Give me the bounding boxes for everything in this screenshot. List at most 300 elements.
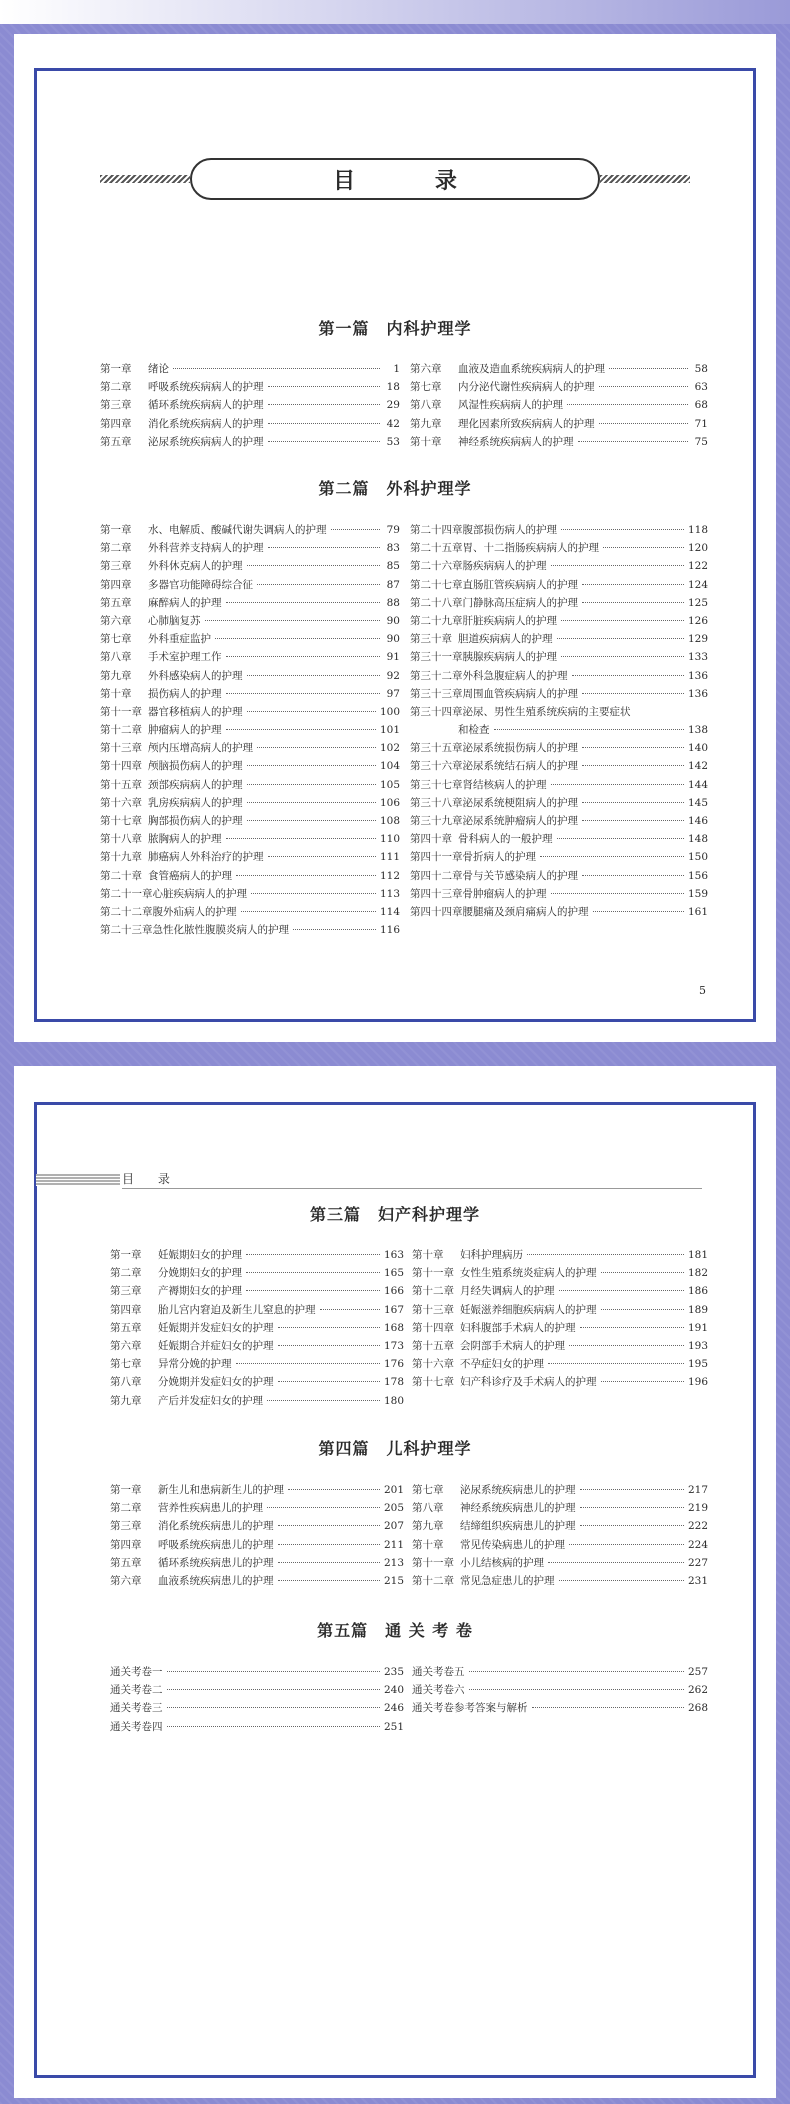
chapter-page-number: 217 — [687, 1484, 708, 1496]
dot-leader — [569, 1345, 684, 1346]
dot-leader — [257, 747, 376, 748]
chapter-number: 第七章 — [100, 633, 132, 646]
dot-leader — [278, 1327, 380, 1328]
toc-entry[interactable] — [410, 849, 708, 867]
dot-leader — [268, 441, 381, 442]
toc-entry[interactable] — [410, 704, 708, 722]
dot-leader — [247, 802, 376, 803]
chapter-title: 乳房疾病病人的护理 — [148, 796, 243, 809]
chapter-page-number: 207 — [383, 1520, 404, 1533]
title-hatch-right — [600, 175, 690, 183]
dot-leader — [559, 1580, 684, 1581]
chapter-page-number: 193 — [687, 1339, 708, 1352]
dot-leader — [532, 1707, 684, 1708]
chapter-page-number: 166 — [383, 1285, 404, 1298]
chapter-page-number: 63 — [694, 381, 708, 394]
toc-entry[interactable] — [412, 1700, 708, 1718]
chapter-page-number: 146 — [687, 815, 708, 827]
dot-leader — [551, 893, 684, 894]
chapter-page-number: 235 — [383, 1666, 404, 1678]
dot-leader — [226, 838, 376, 839]
chapter-title: 手术室护理工作 — [148, 651, 222, 664]
dot-leader — [582, 765, 684, 766]
toc-entry[interactable] — [412, 1482, 708, 1500]
toc-entry[interactable] — [412, 1518, 708, 1536]
toc-column — [412, 1664, 708, 1719]
dot-leader — [551, 565, 684, 566]
chapter-page-number: 163 — [383, 1249, 404, 1261]
chapter-page-number: 195 — [687, 1358, 708, 1371]
chapter-title: 骨与关节感染病人的护理 — [462, 869, 578, 882]
chapter-title: 小儿结核病的护理 — [460, 1556, 544, 1569]
toc-entry[interactable] — [100, 540, 400, 558]
toc-entry[interactable] — [110, 1265, 404, 1283]
toc-entry[interactable] — [100, 577, 400, 595]
chapter-number: 第二十五章 — [410, 542, 463, 555]
dot-leader — [580, 1489, 684, 1490]
chapter-number: 第八章 — [100, 651, 132, 664]
chapter-page-number: 227 — [687, 1556, 708, 1569]
dot-leader — [582, 693, 684, 694]
chapter-number: 第三十六章 — [410, 760, 463, 773]
chapter-page-number: 112 — [379, 869, 400, 882]
chapter-title: 营养性疾病患儿的护理 — [158, 1502, 263, 1515]
dot-leader — [246, 1254, 380, 1255]
chapter-number: 第十章 — [412, 1249, 444, 1261]
chapter-number: 第二章 — [100, 542, 132, 555]
chapter-title: 心肺脑复苏 — [148, 614, 201, 627]
chapter-number: 第三十一章 — [410, 651, 463, 664]
dot-leader — [593, 911, 684, 912]
part-title: 第四篇 儿科护理学 — [318, 1439, 472, 1458]
toc-entry[interactable] — [110, 1500, 404, 1518]
toc-entry[interactable] — [410, 904, 708, 922]
dot-leader — [268, 386, 381, 387]
part-title: 第一篇 内科护理学 — [318, 319, 472, 338]
dot-leader — [241, 911, 376, 912]
chapter-number: 第七章 — [110, 1358, 142, 1371]
toc-entry[interactable] — [110, 1482, 404, 1500]
chapter-page-number: 136 — [687, 687, 708, 700]
toc-entry[interactable] — [100, 777, 400, 795]
chapter-page-number: 268 — [687, 1702, 708, 1715]
toc-entry[interactable] — [410, 795, 708, 813]
chapter-page-number: 176 — [383, 1358, 404, 1371]
chapter-number: 第九章 — [412, 1520, 444, 1533]
chapter-title: 直肠肛管疾病病人的护理 — [462, 578, 578, 591]
chapter-page-number: 91 — [386, 651, 400, 664]
toc-entry[interactable] — [110, 1682, 404, 1700]
toc-entry[interactable] — [410, 813, 708, 831]
chapter-number: 第十章 — [412, 1538, 444, 1551]
chapter-page-number: 126 — [687, 614, 708, 627]
dot-leader — [601, 1309, 684, 1310]
top-banner-strip — [0, 0, 790, 24]
toc-entry[interactable] — [100, 522, 400, 540]
dot-leader — [247, 784, 376, 785]
chapter-page-number: 140 — [687, 742, 708, 755]
chapter-number: 第四十章 — [410, 833, 452, 846]
toc-entry[interactable] — [412, 1338, 708, 1356]
toc-entry[interactable] — [410, 434, 708, 452]
dot-leader — [226, 602, 381, 603]
chapter-page-number: 114 — [379, 905, 400, 918]
toc-entry[interactable] — [110, 1302, 404, 1320]
chapter-page-number: 165 — [383, 1267, 404, 1280]
dot-leader — [278, 1580, 380, 1581]
dot-leader — [278, 1525, 380, 1526]
dot-leader — [278, 1562, 380, 1563]
chapter-title: 心脏疾病病人的护理 — [152, 887, 247, 900]
toc-entry[interactable] — [412, 1356, 708, 1374]
toc-entry[interactable] — [412, 1265, 708, 1283]
dot-leader — [582, 584, 684, 585]
chapter-title: 骨科病人的一般护理 — [458, 833, 553, 846]
chapter-page-number: 196 — [687, 1376, 708, 1389]
toc-entry[interactable] — [110, 1338, 404, 1356]
dot-leader — [582, 802, 684, 803]
dot-leader — [582, 602, 684, 603]
chapter-number: 第十四章 — [100, 760, 142, 773]
toc-entry[interactable] — [100, 434, 400, 452]
chapter-number: 第二十八章 — [410, 596, 463, 609]
chapter-title: 会阴部手术病人的护理 — [460, 1339, 565, 1352]
chapter-page-number: 144 — [687, 778, 708, 791]
toc-entry[interactable] — [100, 813, 400, 831]
dot-leader — [268, 423, 381, 424]
chapter-number: 第四章 — [110, 1538, 142, 1551]
toc-entry[interactable] — [412, 1283, 708, 1301]
dot-leader — [173, 368, 380, 369]
chapter-number: 第二章 — [110, 1502, 142, 1515]
chapter-title: 通关考卷六 — [412, 1684, 465, 1697]
toc-entry[interactable] — [410, 361, 708, 379]
dot-leader — [167, 1671, 380, 1672]
chapter-page-number: 168 — [383, 1321, 404, 1334]
page-number: 5 — [699, 984, 706, 997]
toc-entry[interactable] — [100, 668, 400, 686]
chapter-title: 绪论 — [148, 363, 169, 375]
chapter-page-number: 120 — [687, 542, 708, 555]
dot-leader — [246, 1272, 380, 1273]
toc-entry[interactable] — [110, 1320, 404, 1338]
chapter-title: 妇产科诊疗及手术病人的护理 — [460, 1376, 597, 1389]
dot-leader — [580, 1507, 684, 1508]
chapter-page-number: 124 — [687, 578, 708, 591]
dot-leader — [469, 1671, 684, 1672]
toc-entry[interactable] — [410, 758, 708, 776]
dot-leader — [601, 1272, 684, 1273]
chapter-number: 第二十二章 — [100, 905, 153, 918]
chapter-number: 第四十四章 — [410, 905, 463, 918]
chapter-number: 第四章 — [110, 1303, 142, 1316]
toc-entry[interactable] — [100, 397, 400, 415]
chapter-number: 第十章 — [410, 435, 442, 448]
toc-entry[interactable] — [100, 758, 400, 776]
toc-entry[interactable] — [110, 1247, 404, 1265]
chapter-title: 腹部损伤病人的护理 — [462, 524, 557, 536]
chapter-number: 第三章 — [100, 560, 132, 573]
toc-entry[interactable] — [412, 1664, 708, 1682]
chapter-title: 和检查 — [458, 724, 490, 737]
dot-leader — [267, 1400, 380, 1401]
chapter-title: 血液及造血系统疾病病人的护理 — [458, 363, 605, 375]
dot-leader — [320, 1309, 380, 1310]
chapter-number: 第三十章 — [410, 633, 452, 646]
chapter-number: 第九章 — [410, 417, 442, 430]
chapter-title: 内分泌代谢性疾病病人的护理 — [458, 381, 595, 394]
chapter-title: 腰腿痛及颈肩痛病人的护理 — [462, 905, 589, 918]
chapter-title: 通关考卷五 — [412, 1666, 465, 1678]
toc-entry[interactable] — [100, 649, 400, 667]
toc-entry[interactable] — [110, 1374, 404, 1392]
dot-leader — [251, 893, 376, 894]
toc-entry[interactable] — [410, 416, 708, 434]
chapter-title: 肺癌病人外科治疗的护理 — [148, 851, 264, 864]
toc-entry[interactable] — [410, 740, 708, 758]
toc-entry[interactable] — [410, 558, 708, 576]
toc-entry[interactable] — [110, 1356, 404, 1374]
toc-column — [410, 522, 708, 922]
chapter-page-number: 178 — [383, 1376, 404, 1389]
dot-leader — [167, 1707, 380, 1708]
toc-entry[interactable] — [100, 886, 400, 904]
dot-leader — [278, 1345, 380, 1346]
toc-entry[interactable] — [410, 686, 708, 704]
chapter-page-number: 189 — [687, 1303, 708, 1316]
chapter-page-number: 85 — [386, 560, 400, 573]
chapter-page-number: 92 — [386, 669, 400, 682]
toc-entry[interactable] — [412, 1247, 708, 1265]
toc-entry[interactable] — [412, 1302, 708, 1320]
chapter-number: 第十一章 — [100, 705, 142, 718]
chapter-title: 呼吸系统疾病病人的护理 — [148, 381, 264, 394]
toc-entry[interactable] — [100, 379, 400, 397]
toc-entry[interactable] — [100, 904, 400, 922]
toc-entry[interactable] — [110, 1664, 404, 1682]
chapter-title: 循环系统疾病病人的护理 — [148, 399, 264, 412]
chapter-page-number: 122 — [687, 560, 708, 573]
toc-entry[interactable] — [410, 540, 708, 558]
title-hatch-left — [100, 175, 190, 183]
toc-entry[interactable] — [412, 1320, 708, 1338]
dot-leader — [469, 1689, 684, 1690]
chapter-number: 第十一章 — [412, 1267, 454, 1280]
chapter-title: 消化系统疾病病人的护理 — [148, 417, 264, 430]
toc-entry[interactable] — [100, 416, 400, 434]
chapter-title: 异常分娩的护理 — [158, 1358, 232, 1371]
chapter-title: 通关考卷四 — [110, 1720, 163, 1733]
dot-leader — [548, 1562, 684, 1563]
chapter-number: 第十二章 — [412, 1574, 454, 1587]
chapter-title: 通关考卷一 — [110, 1666, 163, 1678]
toc-column — [100, 522, 400, 940]
toc-entry[interactable] — [100, 686, 400, 704]
dot-leader — [572, 675, 684, 676]
chapter-page-number: 71 — [694, 417, 708, 430]
toc-entry[interactable] — [410, 613, 708, 631]
toc-entry[interactable] — [110, 1393, 404, 1411]
dot-leader — [167, 1726, 380, 1727]
chapter-number: 第十三章 — [100, 742, 142, 755]
toc-entry[interactable] — [410, 522, 708, 540]
dot-leader — [494, 729, 684, 730]
chapter-title: 门静脉高压症病人的护理 — [462, 596, 578, 609]
toc-entry[interactable] — [410, 595, 708, 613]
toc-entry[interactable] — [100, 613, 400, 631]
toc-entry[interactable] — [410, 668, 708, 686]
toc-entry[interactable] — [100, 595, 400, 613]
chapter-title: 血液系统疾病患儿的护理 — [158, 1574, 274, 1587]
toc-entry[interactable] — [110, 1518, 404, 1536]
chapter-title: 通关考卷二 — [110, 1684, 163, 1697]
chapter-title: 妊娠期并发症妇女的护理 — [158, 1321, 274, 1334]
chapter-number: 第二十七章 — [410, 578, 463, 591]
chapter-page-number: 240 — [383, 1684, 404, 1697]
chapter-number: 第三章 — [100, 399, 132, 412]
dot-leader — [268, 404, 381, 405]
chapter-page-number: 224 — [687, 1538, 708, 1551]
chapter-title: 胃、十二指肠疾病病人的护理 — [462, 542, 599, 555]
toc-entry[interactable] — [110, 1573, 404, 1591]
dot-leader — [569, 1544, 684, 1545]
toc-entry[interactable] — [410, 722, 708, 740]
chapter-number: 第二十三章 — [100, 924, 153, 937]
chapter-page-number: 18 — [386, 381, 400, 394]
chapter-page-number: 97 — [386, 687, 400, 700]
dot-leader — [236, 1363, 380, 1364]
chapter-title: 妊娠期合并症妇女的护理 — [158, 1339, 274, 1352]
toc-entry[interactable] — [410, 831, 708, 849]
chapter-page-number: 129 — [687, 633, 708, 646]
toc-entry[interactable] — [410, 777, 708, 795]
dot-leader — [226, 656, 381, 657]
toc-entry[interactable] — [100, 868, 400, 886]
chapter-number: 第五章 — [110, 1321, 142, 1334]
chapter-page-number: 125 — [687, 596, 708, 609]
toc-entry[interactable] — [412, 1573, 708, 1591]
toc-entry[interactable] — [410, 868, 708, 886]
chapter-number: 第三章 — [110, 1285, 142, 1298]
toc-entry[interactable] — [410, 397, 708, 415]
toc-entry[interactable] — [100, 922, 400, 940]
chapter-number: 第十六章 — [412, 1358, 454, 1371]
chapter-page-number: 167 — [383, 1303, 404, 1316]
toc-page-2 — [14, 1066, 776, 2098]
chapter-page-number: 113 — [379, 887, 400, 900]
toc-entry[interactable] — [100, 740, 400, 758]
toc-entry[interactable] — [412, 1682, 708, 1700]
toc-entry[interactable] — [412, 1537, 708, 1555]
toc-entry[interactable] — [110, 1719, 404, 1737]
toc-entry[interactable] — [410, 886, 708, 904]
toc-entry[interactable] — [412, 1555, 708, 1573]
toc-entry[interactable] — [100, 722, 400, 740]
chapter-page-number: 257 — [687, 1666, 708, 1678]
chapter-title: 结缔组织疾病患儿的护理 — [460, 1520, 576, 1533]
chapter-page-number: 118 — [687, 524, 708, 536]
chapter-number: 第十一章 — [412, 1556, 454, 1569]
chapter-page-number: 219 — [687, 1502, 708, 1515]
chapter-number: 第十八章 — [100, 833, 142, 846]
chapter-page-number: 181 — [687, 1249, 708, 1261]
dot-leader — [582, 747, 684, 748]
chapter-number: 第五章 — [100, 596, 132, 609]
toc-column — [100, 361, 400, 452]
toc-entry[interactable] — [410, 577, 708, 595]
chapter-title: 泌尿系统疾病患儿的护理 — [460, 1484, 576, 1496]
chapter-title: 胆道疾病病人的护理 — [458, 633, 553, 646]
toc-entry[interactable] — [100, 361, 400, 379]
chapter-page-number: 100 — [379, 705, 400, 718]
dot-leader — [540, 856, 684, 857]
chapter-number: 第十六章 — [100, 796, 142, 809]
chapter-title: 颅内压增高病人的护理 — [148, 742, 253, 755]
chapter-number: 第四十一章 — [410, 851, 463, 864]
chapter-page-number: 29 — [386, 399, 400, 412]
chapter-title: 外科急腹症病人的护理 — [462, 669, 568, 682]
chapter-page-number: 1 — [393, 363, 400, 375]
toc-entry[interactable] — [100, 558, 400, 576]
chapter-number: 第六章 — [410, 363, 442, 375]
toc-entry[interactable] — [412, 1374, 708, 1392]
chapter-number: 第四章 — [100, 417, 132, 430]
toc-entry[interactable] — [110, 1555, 404, 1573]
chapter-number: 第十九章 — [100, 851, 142, 864]
toc-entry[interactable] — [110, 1283, 404, 1301]
dot-leader — [236, 875, 376, 876]
chapter-title: 妊娠期妇女的护理 — [158, 1249, 242, 1261]
chapter-page-number: 88 — [386, 596, 400, 609]
toc-entry[interactable] — [100, 795, 400, 813]
dot-leader — [609, 368, 688, 369]
chapter-title: 月经失调病人的护理 — [460, 1285, 555, 1298]
chapter-number: 第八章 — [410, 399, 442, 412]
chapter-title: 骨肿瘤病人的护理 — [462, 887, 547, 900]
chapter-page-number: 83 — [386, 542, 400, 555]
toc-entry[interactable] — [410, 379, 708, 397]
toc-entry[interactable] — [110, 1537, 404, 1555]
toc-entry[interactable] — [100, 704, 400, 722]
dot-leader — [267, 1507, 380, 1508]
toc-column — [110, 1247, 404, 1411]
chapter-number: 第十七章 — [100, 815, 142, 827]
toc-entry[interactable] — [100, 831, 400, 849]
chapter-number: 第三十五章 — [410, 742, 463, 755]
toc-entry[interactable] — [410, 649, 708, 667]
chapter-title: 急性化脓性腹膜炎病人的护理 — [152, 924, 289, 937]
chapter-number: 第七章 — [412, 1484, 444, 1496]
chapter-page-number: 53 — [386, 435, 400, 448]
chapter-page-number: 116 — [379, 924, 400, 937]
toc-entry[interactable] — [412, 1500, 708, 1518]
dot-leader — [582, 820, 684, 821]
chapter-number: 第三十四章 — [410, 705, 463, 718]
toc-entry[interactable] — [100, 849, 400, 867]
toc-entry[interactable] — [110, 1700, 404, 1718]
toc-entry[interactable] — [410, 631, 708, 649]
chapter-title: 损伤病人的护理 — [148, 687, 222, 700]
toc-entry[interactable] — [100, 631, 400, 649]
chapter-number: 第十七章 — [412, 1376, 454, 1389]
chapter-title: 泌尿系统疾病病人的护理 — [148, 435, 264, 448]
chapter-title: 新生儿和患病新生儿的护理 — [158, 1484, 284, 1496]
chapter-title: 外科感染病人的护理 — [148, 669, 243, 682]
chapter-title: 妇科腹部手术病人的护理 — [460, 1321, 576, 1334]
dot-leader — [257, 584, 380, 585]
dot-leader — [580, 1525, 684, 1526]
dot-leader — [246, 1290, 380, 1291]
